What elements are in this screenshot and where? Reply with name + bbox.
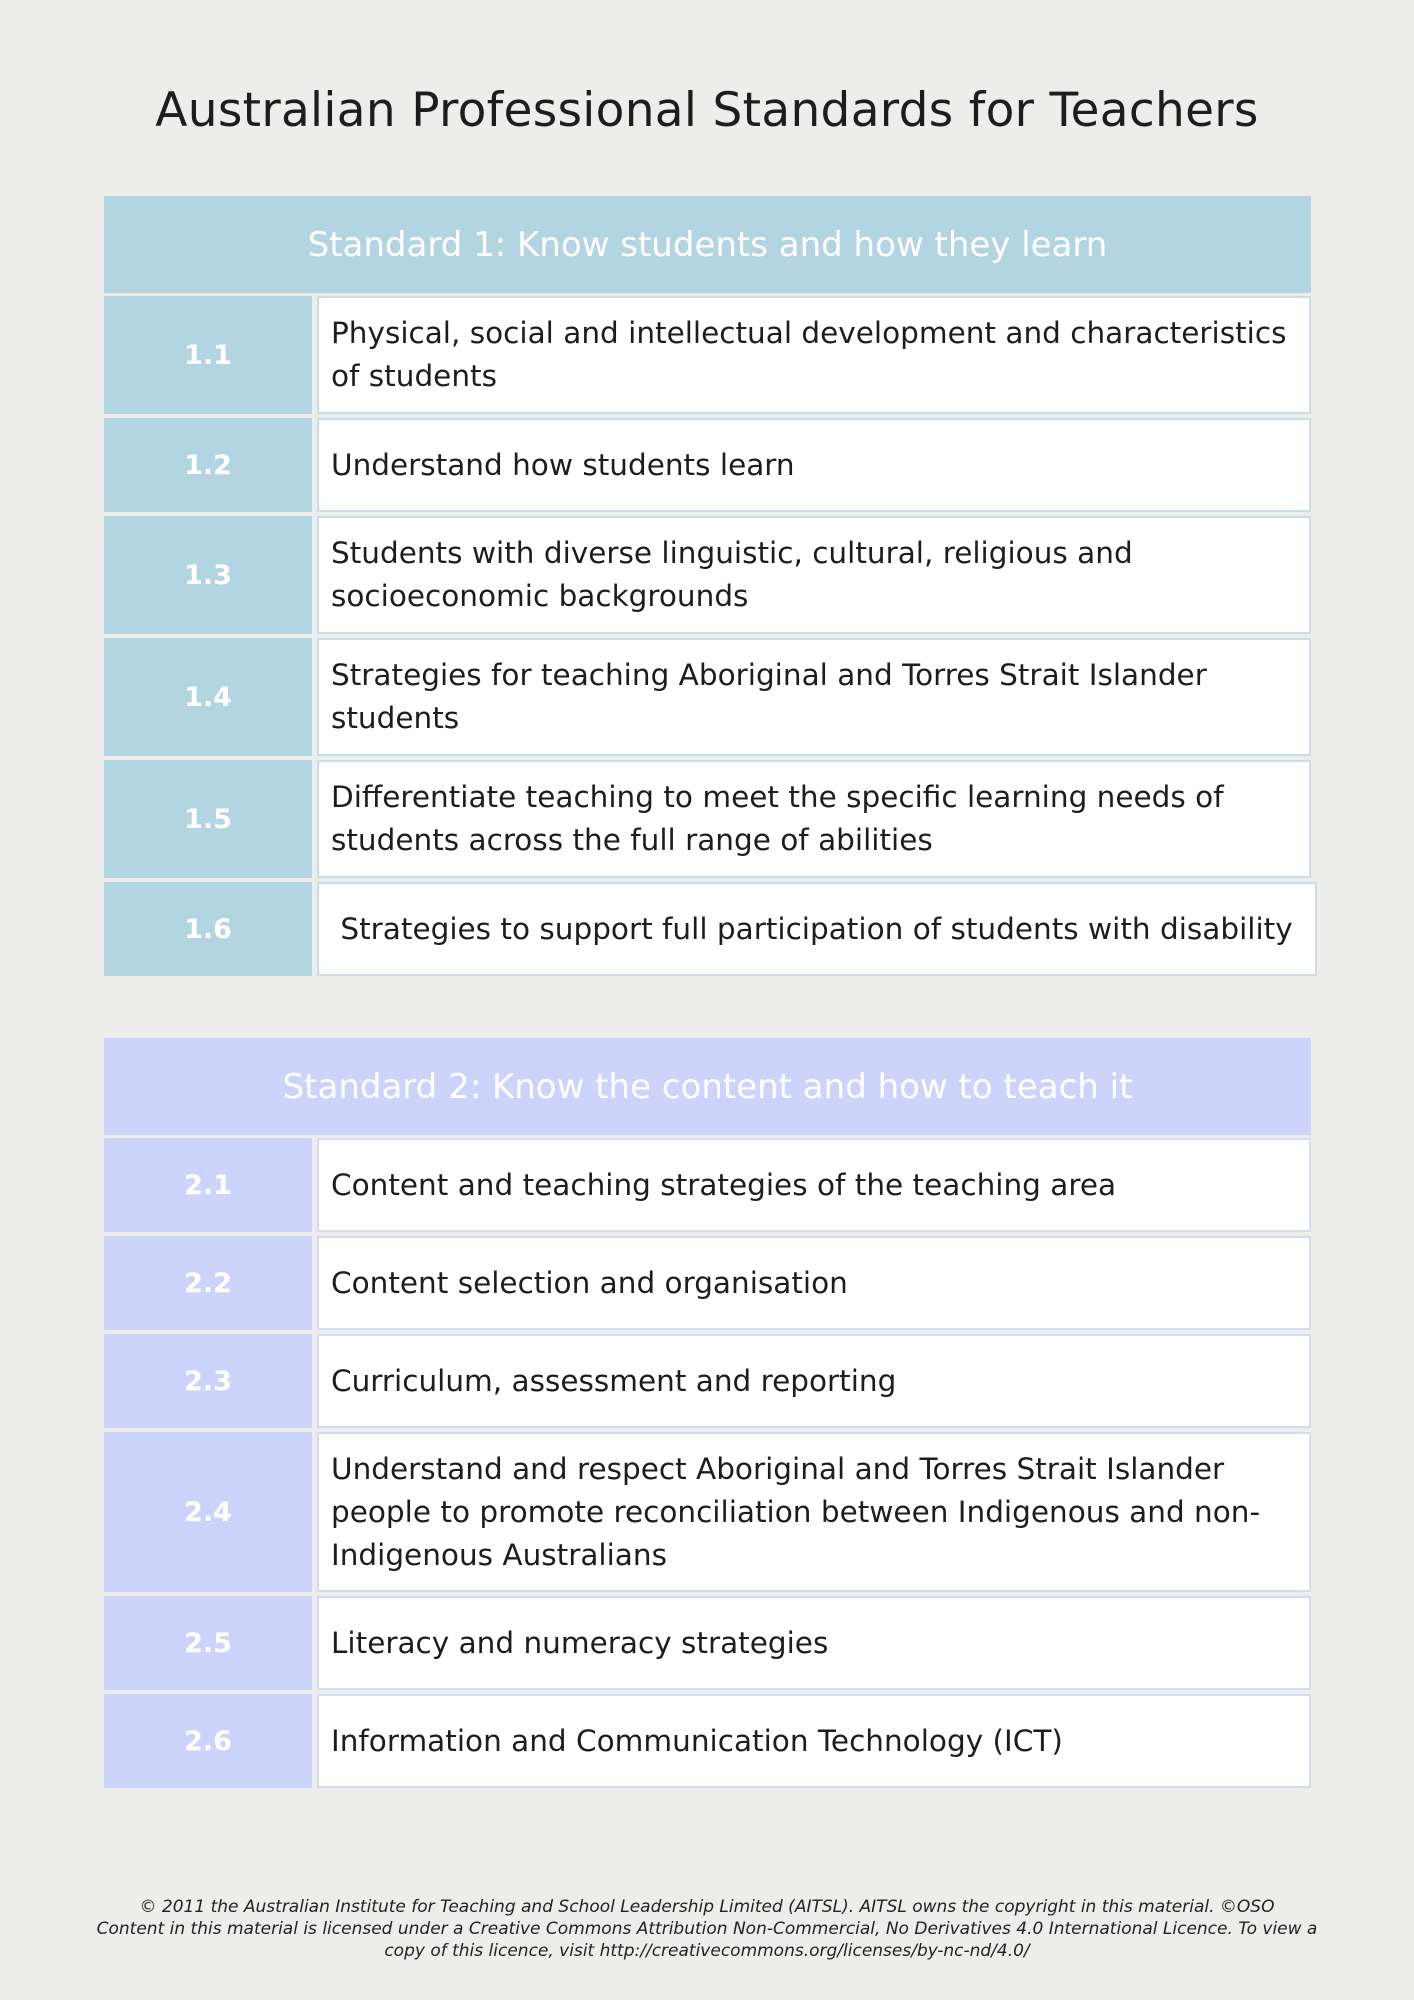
licence-line: Content in this material is licensed under a Creative Commons Attribution Non-Commercial, No Derivatives 4.0 International Licence. To view a copy of this licence, visit http://creativecommons.org/licenses/by-nc-nd/4.0/ — [96, 1919, 1318, 1961]
standard-description: Strategies for teaching Aboriginal and Torres Strait Islander students — [317, 638, 1311, 756]
standard-number: 1.6 — [104, 882, 312, 976]
standard-description: Students with diverse linguistic, cultural, religious and socioeconomic backgrounds — [317, 516, 1311, 634]
standard-description: Content and teaching strategies of the teaching area — [317, 1138, 1311, 1232]
standard-description: Differentiate teaching to meet the specific learning needs of students across the full range of abilities — [317, 760, 1311, 878]
table-row — [104, 1236, 1311, 1330]
standard-description: Strategies to support full participation of students with disability — [317, 882, 1317, 976]
table-row — [104, 296, 1311, 414]
table-row — [104, 1596, 1311, 1690]
standard-number: 1.3 — [104, 516, 312, 634]
table-row — [104, 418, 1311, 512]
standard-number: 1.4 — [104, 638, 312, 756]
table-row — [104, 638, 1311, 756]
table-row — [104, 1334, 1311, 1428]
standard-number: 1.1 — [104, 296, 312, 414]
standard-number: 2.2 — [104, 1236, 312, 1330]
standard-number: 2.1 — [104, 1138, 312, 1232]
page-title: Australian Professional Standards for Teachers — [155, 83, 1259, 138]
standard-2-header: Standard 2: Know the content and how to teach it — [104, 1038, 1311, 1135]
table-row — [104, 1432, 1311, 1592]
standard-description: Literacy and numeracy strategies — [317, 1596, 1311, 1690]
table-row — [104, 516, 1311, 634]
table-row — [104, 1694, 1311, 1788]
standard-2-table — [104, 1038, 1311, 1788]
standard-number: 1.5 — [104, 760, 312, 878]
table-row — [104, 882, 1311, 976]
copyright-footer — [90, 1896, 1324, 1962]
table-row — [104, 1138, 1311, 1232]
standard-number: 2.4 — [104, 1432, 312, 1592]
standard-description: Understand how students learn — [317, 418, 1311, 512]
table-row — [104, 760, 1311, 878]
standard-number: 2.3 — [104, 1334, 312, 1428]
standard-1-table — [104, 196, 1311, 976]
standard-description: Understand and respect Aboriginal and Torres Strait Islander people to promote reconciliation between Indigenous and non-Indigenous Australians — [317, 1432, 1311, 1592]
standard-description: Information and Communication Technology (ICT) — [317, 1694, 1311, 1788]
standard-number: 2.5 — [104, 1596, 312, 1690]
standard-number: 2.6 — [104, 1694, 312, 1788]
copyright-line: © 2011 the Australian Institute for Teaching and School Leadership Limited (AITSL). AITSL owns the copyright in this material. ©OSO — [139, 1897, 1275, 1917]
standard-description: Content selection and organisation — [317, 1236, 1311, 1330]
standard-number: 1.2 — [104, 418, 312, 512]
standard-description: Curriculum, assessment and reporting — [317, 1334, 1311, 1428]
standard-description: Physical, social and intellectual development and characteristics of students — [317, 296, 1311, 414]
standard-1-header: Standard 1: Know students and how they learn — [104, 196, 1311, 293]
